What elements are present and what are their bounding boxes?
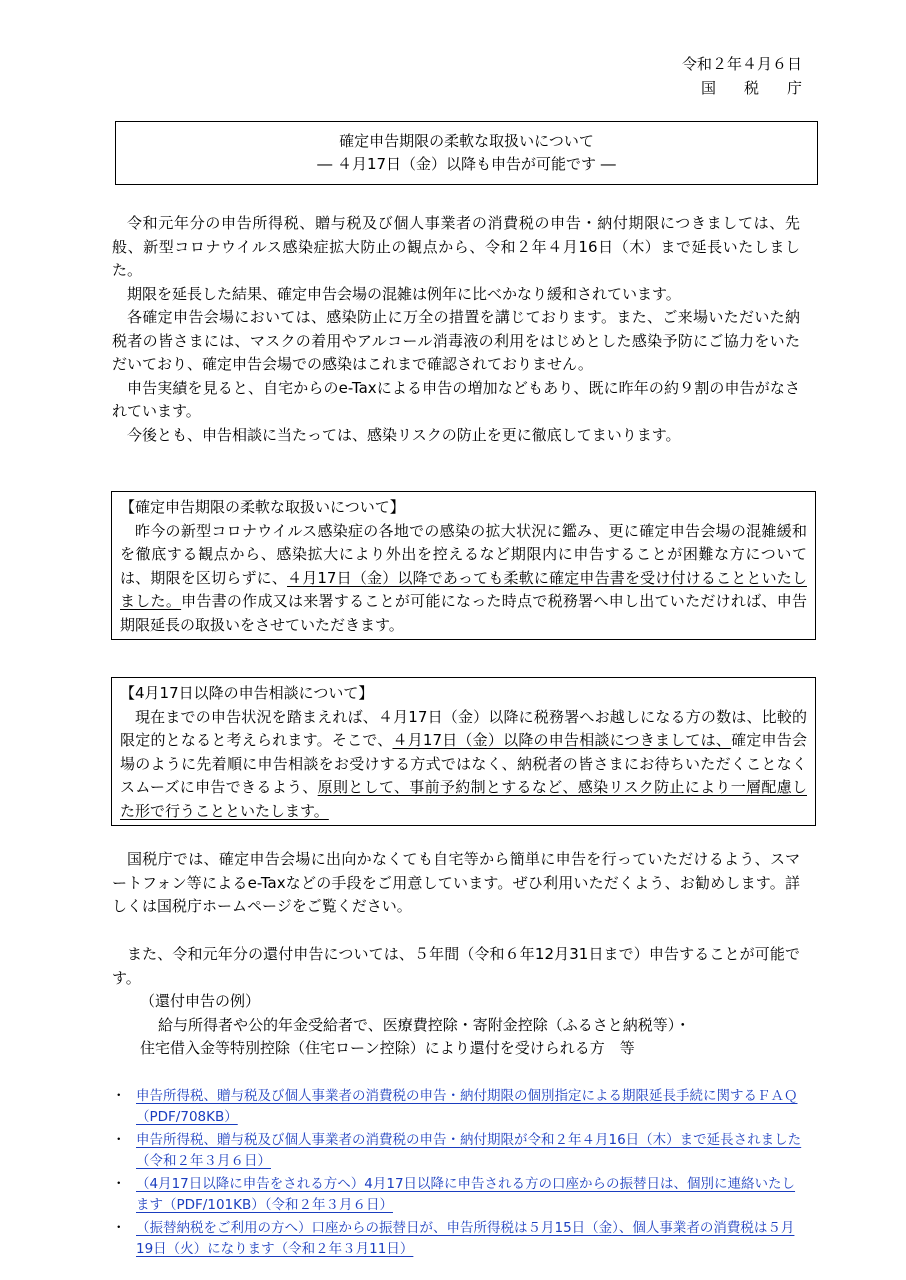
consultation-box [111,677,816,826]
intro-paragraph: 令和元年分の申告所得税、贈与税及び個人事業者の消費税の申告・納付期限につきましては、先般、新型コロナウイルス感染症拡大防止の観点から、令和２年４月16日（木）まで延長いたしました。 [112,214,800,279]
title-box [115,121,818,185]
issue-date: 令和２年４月６日 [681,55,802,73]
box-heading: 【4月17日以降の申告相談について】 [120,684,374,702]
refund-example-line: 住宅借入金等特別控除（住宅ローン控除）により還付を受けられる方 等 [140,1039,635,1057]
issuing-agency: 国税庁 [700,79,830,97]
box-text: 確定申告会場のように先着順に申告相談をお受けする方式ではなく、納税者の皆さまにお待ちいただくことなくスムーズに申告できるよう、 [120,731,807,796]
box-text: 現在までの申告状況を踏まえれば、４月17日（金）以降に税務署へお越しになる方の数は、比較的限定的となると考えられます。そこで、 [120,707,807,749]
box-body [120,520,807,638]
bullet: ・ [112,1220,126,1236]
box-text: 昨今の新型コロナウイルス感染症の各地での感染の拡大状況に鑑み、更に確定申告会場の混雑緩和を徹底する観点から、感染拡大により外出を控えるなど期限内に申告することが困難な方については、期限を区切らずに、 [120,521,807,587]
link-item [112,1174,802,1216]
extension-notice-link[interactable]: 申告所得税、贈与税及び個人事業者の消費税の申告・納付期限が令和２年４月16日（木）まで延長されました（令和２年３月６日） [136,1132,802,1169]
refund-example-line: 給与所得者や公的年金受給者で、医療費控除・寄附金控除（ふるさと納税等）・ [158,1015,691,1034]
bullet: ・ [112,1088,126,1104]
box-text-underlined: 原則として、事前予約制とするなど、感染リスク防止により一層配慮した形で行うことといたします。 [120,778,807,820]
refund-section [112,943,800,1061]
intro-section [112,212,800,447]
box-body [120,706,807,824]
refund-paragraph: また、令和元年分の還付申告については、５年間（令和６年12月31日まで）申告することが可能です。 [112,945,800,987]
etax-paragraph: 国税庁では、確定申告会場に出向かなくても自宅等から簡単に申告を行っていただけるよう、スマートフォン等によるe-Taxなどの手段をご用意しています。ぜひ利用いただくよう、お勧めします。詳しくは国税庁ホームページをご覧ください。 [112,850,800,915]
refund-example-heading: （還付申告の例） [140,992,261,1010]
intro-paragraph: 期限を延長した結果、確定申告会場の混雑は例年に比べかなり緩和されています。 [127,284,681,303]
intro-paragraph: 各確定申告会場においては、感染防止に万全の措置を講じております。また、ご来場いただいた納税者の皆さまには、マスクの着用やアルコール消毒液の利用をはじめとした感染予防にご協力をいただいており、確定申告会場での感染はこれまで確認されておりません。 [112,308,800,373]
link-item [112,1130,802,1172]
page-title: 確定申告期限の柔軟な取扱いについて [339,132,594,150]
bullet: ・ [112,1176,126,1192]
box-text-underlined: ４月17日（金）以降の申告相談につきましては、 [392,731,732,749]
box-text-underlined: ４月17日（金）以降であっても柔軟に確定申告書を受け付けることといたしました。 [120,568,807,610]
flexible-handling-box [111,491,816,640]
link-item [112,1086,802,1128]
related-links [112,1086,802,1262]
link-item [112,1218,802,1260]
bullet: ・ [112,1132,126,1148]
etax-section [112,848,800,919]
intro-paragraph: 申告実績を見ると、自宅からのe-Taxによる申告の増加などもあり、既に昨年の約９割の申告がなされています。 [112,378,800,420]
page-subtitle: ― ４月17日（金）以降も申告が可能です ― [317,155,616,173]
intro-paragraph: 今後とも、申告相談に当たっては、感染リスクの防止を更に徹底してまいります。 [127,425,681,444]
faq-link[interactable]: 申告所得税、贈与税及び個人事業者の消費税の申告・納付期限の個別指定による期限延長手続に関するＦＡＱ（PDF/708KB） [136,1088,798,1125]
box-text: 申告書の作成又は来署することが可能になった時点で税務署へ申し出ていただければ、申告期限延長の取扱いをさせていただきます。 [120,592,807,634]
header-block [681,52,830,100]
transfer-date-notice-link[interactable]: （4月17日以降に申告をされる方へ）4月17日以降に申告される方の口座からの振替日は、個別に連絡いたします（PDF/101KB）（令和２年３月６日） [136,1176,796,1213]
box-heading: 【確定申告期限の柔軟な取扱いについて】 [120,498,405,516]
tax-transfer-link[interactable]: （振替納税をご利用の方へ）口座からの振替日が、申告所得税は５月15日（金）、個人事業者の消費税は５月19日（火）になります（令和２年３月11日） [136,1220,795,1257]
